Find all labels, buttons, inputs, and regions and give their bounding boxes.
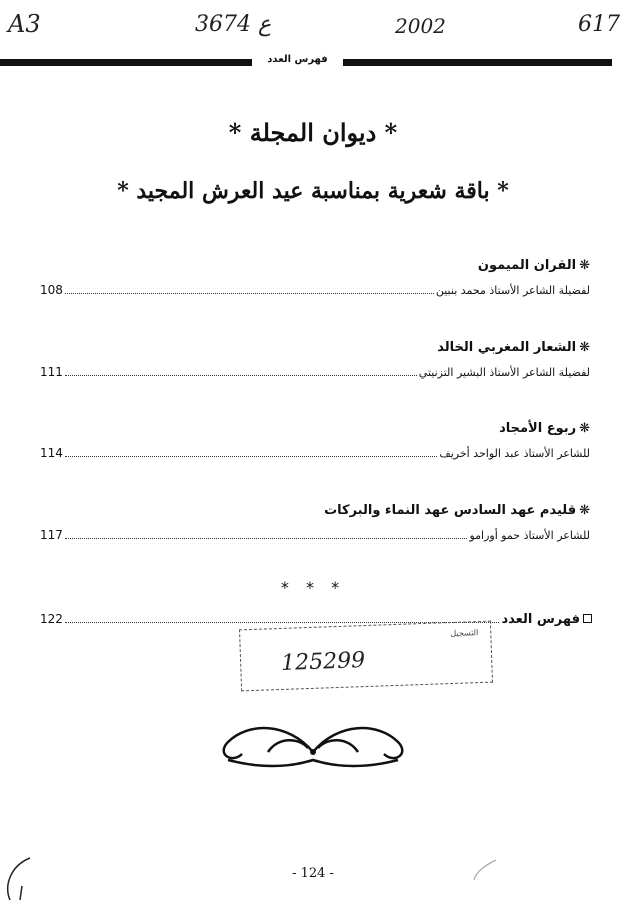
toc-entry: [40, 258, 590, 297]
entry-page: 108: [40, 283, 63, 297]
pencil-mark-icon: [470, 858, 500, 882]
toc-entry: [40, 340, 590, 379]
subtitle: * باقة شعرية بمناسبة عيد العرش المجيد *: [117, 178, 509, 204]
toc-page: 122: [40, 612, 63, 626]
header-rule-right: [343, 59, 612, 66]
entry-title: ❋ربوع الأمجاد: [499, 421, 590, 436]
page-number: - 124 -: [292, 866, 334, 881]
registration-stamp: [239, 621, 493, 692]
entry-title: ❋قليدم عهد السادس عهد النماء والبركات: [324, 503, 590, 518]
star-icon: ❋: [579, 421, 590, 436]
entry-page: 117: [40, 528, 63, 542]
dot-leader: [65, 448, 437, 457]
toc-entry: [40, 421, 590, 460]
handwritten-ref-left: A3: [8, 10, 41, 38]
stamp-number: 125299: [280, 648, 366, 676]
handwritten-year: 2002: [395, 14, 446, 38]
section-header: [0, 54, 612, 68]
entry-author: لفضيلة الشاعر الأستاذ محمد بنبين: [435, 284, 590, 297]
handwritten-ref-middle: 3674 ع: [195, 12, 272, 37]
toc-label: فهرس العدد: [501, 612, 592, 627]
star-icon: ❋: [579, 258, 590, 273]
star-icon: ❋: [579, 503, 590, 518]
entry-title: ❋القران الميمون: [477, 258, 590, 273]
handwritten-ref-right: 617: [578, 12, 620, 37]
header-title: فهرس العدد: [267, 54, 328, 65]
entry-author: لفضيلة الشاعر الأستاذ البشير التزنيتي: [418, 366, 590, 379]
entry-author: للشاعر الأستاذ عبد الواحد أخريف: [439, 447, 590, 460]
toc-entry: [40, 503, 590, 542]
entry-page: 111: [40, 365, 63, 379]
dot-leader: [65, 285, 434, 294]
section-separator: * * *: [280, 578, 346, 597]
margin-mark-icon: [0, 856, 40, 900]
dot-leader: [65, 367, 417, 376]
header-rule-left: [0, 59, 252, 66]
entry-title: ❋الشعار المغربي الخالد: [437, 340, 590, 355]
checkbox-icon: [583, 614, 592, 623]
stamp-label: التسجيل: [450, 628, 479, 639]
main-title: * ديوان المجلة *: [228, 118, 398, 147]
entry-page: 114: [40, 446, 63, 460]
ornament-flourish-icon: [208, 712, 418, 772]
toc-index-line: [40, 612, 592, 627]
dot-leader: [65, 530, 468, 539]
star-icon: ❋: [579, 340, 590, 355]
entry-author: للشاعر الأستاذ حمو أورامو: [469, 529, 590, 542]
